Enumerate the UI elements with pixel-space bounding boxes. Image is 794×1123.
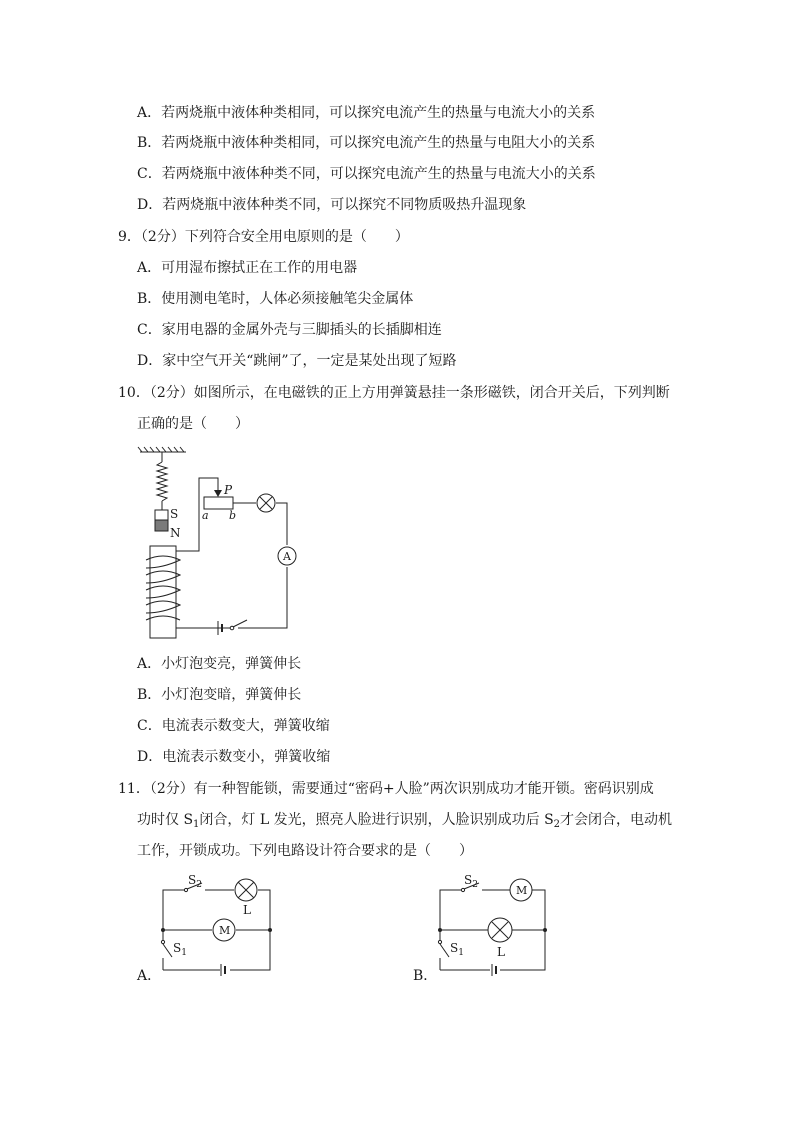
q10-stem-line1: 10．（2分）如图所示，在电磁铁的正上方用弹簧悬挂一条形磁铁，闭合开关后，下列判断 — [118, 385, 670, 401]
q10-stem-line2: 正确的是（ ） — [137, 416, 249, 432]
q8-option-d: D．若两烧瓶中液体种类不同，可以探究不同物质吸热升温现象 — [137, 197, 527, 213]
q9-stem: 9．（2分）下列符合安全用电原则的是（ ） — [118, 229, 409, 245]
rheostat-end-b: b — [229, 509, 237, 522]
q10-option-d: D．电流表示数变小，弹簧收缩 — [137, 749, 331, 765]
label-s1: $S_1$ — [450, 941, 464, 958]
label-lamp: L — [243, 903, 251, 917]
rheostat-end-a: a — [202, 509, 209, 522]
magnet-pole-s: S — [170, 507, 179, 521]
switch-s1-icon — [438, 940, 449, 957]
slider-label-p: P — [224, 483, 233, 497]
q11-option-a-label: A． — [137, 968, 162, 984]
q9-option-a: A．可用湿布擦拭正在工作的用电器 — [137, 260, 358, 276]
q10-option-c: C．电流表示数变大，弹簧收缩 — [137, 718, 330, 734]
q10-option-a: A．小灯泡变亮，弹簧伸长 — [137, 656, 302, 672]
label-s2: $S_2$ — [464, 873, 478, 890]
label-lamp: L — [497, 945, 505, 959]
label-motor: M — [516, 884, 528, 897]
q8-option-a: A．若两烧瓶中液体种类相同，可以探究电流产生的热量与电流大小的关系 — [137, 105, 596, 121]
q10-option-b: B．小灯泡变暗，弹簧伸长 — [137, 687, 302, 703]
q11-stem-line2: 功时仅 $S_1$闭合，灯 L 发光，照亮人脸进行识别，人脸识别成功后 $S_2$才会闭合，电动机 — [137, 812, 673, 830]
battery-icon — [492, 964, 496, 976]
q8-option-b: B．若两烧瓶中液体种类相同，可以探究电流产生的热量与电阻大小的关系 — [137, 135, 596, 151]
magnet-pole-n: N — [170, 526, 181, 540]
q9-option-c: C．家用电器的金属外壳与三脚插头的长插脚相连 — [137, 322, 442, 338]
q9-option-d: D．家中空气开关“跳闸”了，一定是某处出现了短路 — [137, 353, 457, 369]
ammeter-label: A — [283, 550, 291, 563]
q11-option-b-label: B． — [413, 968, 438, 984]
q11-stem-line1: 11．（2分）有一种智能锁，需要通过“密码+人脸”两次识别成功才能开锁。密码识别成 — [118, 781, 654, 797]
label-s1: $S_1$ — [173, 941, 187, 958]
label-s2: $S_2$ — [188, 873, 202, 890]
junction-dot — [543, 928, 547, 932]
lamp-icon — [488, 918, 512, 942]
q8-option-c: C．若两烧瓶中液体种类不同，可以探究电流产生的热量与电流大小的关系 — [137, 166, 596, 182]
junction-dot — [438, 928, 442, 932]
q9-option-b: B．使用测电笔时，人体必须接触笔尖金属体 — [137, 291, 414, 307]
q11-stem-line3: 工作，开锁成功。下列电路设计符合要求的是（ ） — [137, 843, 473, 859]
label-motor: M — [219, 924, 231, 937]
